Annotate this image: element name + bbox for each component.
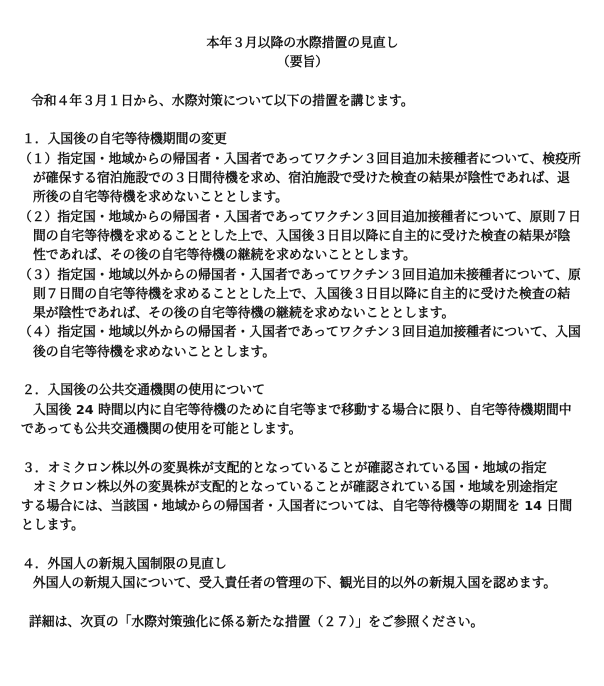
section-heading: １．入国後の自宅等待機期間の変更 [22, 132, 227, 148]
body-line: 外国人の新規入国について、受入責任者の管理の下、観光目的以外の新規入国を認めます。 [33, 576, 557, 592]
body-continuation-line: する場合には、当該国・地域からの帰国者・入国者については、自宅等待機等の期間を 14 日間 [21, 499, 573, 515]
section-heading: ４．外国人の新規入国制限の見直し [22, 557, 227, 573]
section-heading: ３．オミクロン株以外の変異株が支配的となっていることが確認されている国・地域の指定 [22, 460, 547, 476]
blank-line [19, 73, 586, 92]
item-continuation-line: 間の自宅等待機を求めることとした上で、入国後３日目以降に自主的に受けた検査の結果が陰 [33, 228, 571, 244]
blank-line [19, 439, 586, 458]
item-continuation-line: 後の自宅等待機を求めないこととします。 [33, 344, 276, 360]
item-continuation-line: 則７日間の自宅等待機を求めることとした上で、入国後３日目以降に自主的に受けた検査の結 [33, 286, 571, 302]
doc-subtitle: （要旨） [276, 55, 329, 71]
item-continuation-line: 性であれば、その後の自宅等待機の継続を求めないこととします。 [33, 248, 416, 264]
blank-line [19, 111, 586, 130]
item-continuation-line: 果が陰性であれば、その後の自宅等待機の継続を求めないこととします。 [33, 306, 455, 322]
item-line: （２）指定国・地域からの帰国者・入国者であってワクチン３回目追加接種者について、原則７日 [19, 209, 581, 225]
section-heading: ２．入国後の公共交通機関の使用について [22, 383, 265, 399]
body-continuation-line: であっても公共交通機関の使用を可能とします。 [21, 421, 302, 437]
blank-line [19, 594, 586, 613]
body-continuation-line: とします。 [21, 518, 84, 534]
doc-title: 本年３月以降の水際措置の見直し [206, 36, 399, 51]
blank-line [19, 536, 586, 555]
body-line: オミクロン株以外の変異株が支配的となっていることが確認されている国・地域を別途指定 [33, 479, 558, 495]
footer-note: 詳細は、次頁の「水際対策強化に係る新たな措置（２７）」をご参照ください。 [29, 614, 484, 630]
item-continuation-line: が確保する宿泊施設での３日間待機を求め、宿泊施設で受けた検査の結果が陰性であれば、退 [33, 171, 570, 187]
body-line: 入国後 24 時間以内に自宅等待機のために自宅等まで移動する場合に限り、自宅等待機期間中 [33, 402, 572, 418]
item-line: （３）指定国・地域以外からの帰国者・入国者であってワクチン３回目追加未接種者について、原 [19, 267, 581, 283]
intro-sentence: 令和４年３月１日から、水際対策について以下の措置を講じます。 [31, 93, 414, 109]
blank-line [19, 362, 586, 381]
item-line: （４）指定国・地域以外からの帰国者・入国者であってワクチン３回目追加接種者について、入国 [19, 325, 581, 341]
item-line: （１）指定国・地域からの帰国者・入国者であってワクチン３回目追加未接種者について、検疫所 [19, 151, 581, 167]
item-continuation-line: 所後の自宅等待機を求めないこととします。 [33, 190, 288, 206]
